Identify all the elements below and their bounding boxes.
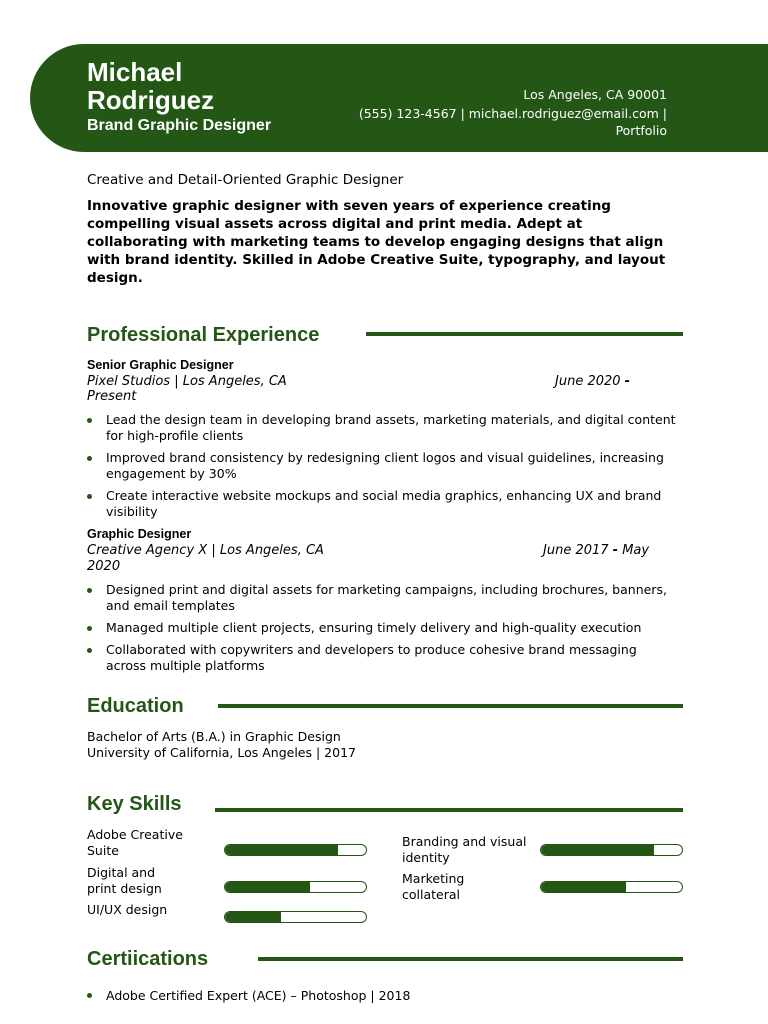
job-company: Creative Agency X | Los Angeles, CA <box>87 543 324 558</box>
certifications-rule <box>258 957 683 961</box>
job-bullets <box>87 412 687 526</box>
job-dates-start: June 2017 - May <box>543 543 650 558</box>
portfolio-link[interactable]: Portfolio <box>615 123 667 138</box>
list-item: Managed multiple client projects, ensuring timely delivery and high-quality execution <box>87 620 687 636</box>
skill-bar <box>224 844 367 856</box>
education-rule <box>218 704 683 708</box>
bullet-icon <box>87 418 92 423</box>
skill-bar <box>540 844 683 856</box>
skill-label: Branding and visual identity <box>402 834 527 865</box>
candidate-role: Brand Graphic Designer <box>87 117 272 134</box>
skills-heading: Key Skills <box>87 793 182 815</box>
list-item: Lead the design team in developing brand assets, marketing materials, and digital content for high-profile clients <box>87 412 687 444</box>
job-title: Senior Graphic Designer <box>87 358 234 372</box>
summary-tagline: Creative and Detail-Oriented Graphic Designer <box>87 172 404 188</box>
certifications-heading: Certiications <box>87 948 209 970</box>
skills-rule <box>215 808 683 812</box>
skill-bar <box>540 881 683 893</box>
job-bullets <box>87 582 687 680</box>
skill-label: Marketing collateral <box>402 871 465 902</box>
bullet-icon <box>87 494 92 499</box>
job-dates-start: June 2020 - <box>555 374 631 389</box>
location: Los Angeles, CA 90001 <box>523 87 667 102</box>
bullet-icon <box>87 626 92 631</box>
certifications-list <box>87 988 410 1004</box>
last-name: Rodriguez <box>87 85 215 115</box>
list-item: Designed print and digital assets for marketing campaigns, including brochures, banners, and email templates <box>87 582 687 614</box>
bullet-icon <box>87 456 92 461</box>
skill-level <box>225 912 281 922</box>
job-dates-end: Present <box>87 389 137 404</box>
skill-label: UI/UX design <box>87 902 168 917</box>
candidate-name <box>87 58 214 114</box>
education-heading: Education <box>87 695 184 717</box>
skill-label: Adobe Creative Suite <box>87 827 183 858</box>
skill-bar <box>224 881 367 893</box>
job-dates-end: 2020 <box>87 559 121 574</box>
bullet-icon <box>87 993 92 998</box>
skill-level <box>225 882 310 892</box>
skill-level <box>541 882 626 892</box>
experience-heading: Professional Experience <box>87 324 320 346</box>
degree: Bachelor of Arts (B.A.) in Graphic Design <box>87 729 341 744</box>
school: University of California, Los Angeles | 2017 <box>87 745 356 760</box>
job-company: Pixel Studios | Los Angeles, CA <box>87 374 287 389</box>
skill-bar <box>224 911 367 923</box>
list-item: Improved brand consistency by redesigning client logos and visual guidelines, increasing engagement by 30% <box>87 450 687 482</box>
skill-label: Digital and print design <box>87 865 162 896</box>
list-item: Adobe Certified Expert (ACE) – Photoshop | 2018 <box>87 988 410 1004</box>
list-item: Create interactive website mockups and social media graphics, enhancing UX and brand visibility <box>87 488 666 520</box>
job-title: Graphic Designer <box>87 527 192 541</box>
phone-email: (555) 123-4567 | michael.rodriguez@email.com | <box>358 106 667 121</box>
bullet-icon <box>87 648 92 653</box>
contact-info <box>287 86 667 139</box>
summary-text: Innovative graphic designer with seven years of experience creating compelling visual assets across digital and print media. Adept at collaborating with marketing teams to develop engaging designs that align with brand identity. Skilled in Adobe Creative Suite, typography, and layout design. <box>87 198 666 286</box>
bullet-icon <box>87 588 92 593</box>
first-name: Michael <box>87 57 183 87</box>
skill-level <box>225 845 338 855</box>
list-item: Collaborated with copywriters and developers to produce cohesive brand messaging across multiple platforms <box>87 642 666 674</box>
skill-level <box>541 845 654 855</box>
experience-rule <box>366 332 683 336</box>
